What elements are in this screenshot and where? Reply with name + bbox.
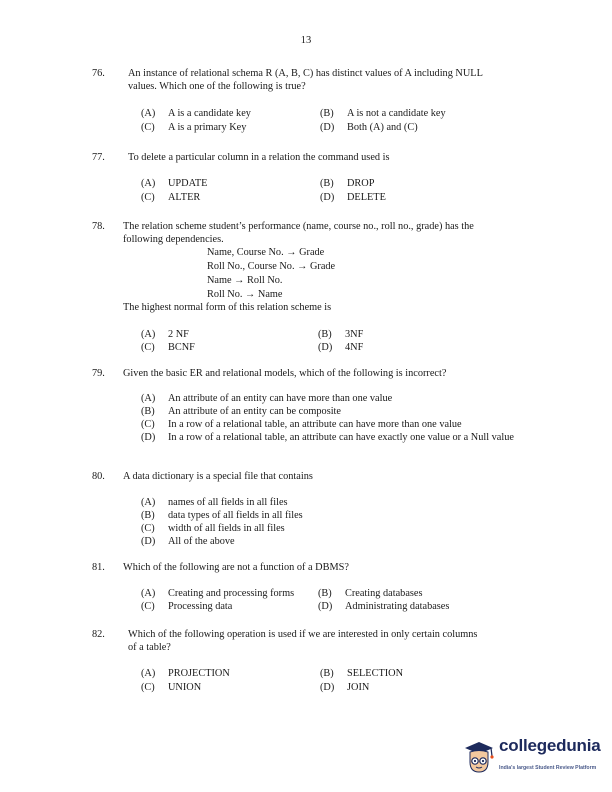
option-label: (C) xyxy=(141,682,155,693)
option-d xyxy=(320,122,418,135)
option-label: (D) xyxy=(141,432,156,443)
option-label: (D) xyxy=(320,192,335,203)
option-text: JOIN xyxy=(347,682,370,693)
question-number: 81. xyxy=(92,562,105,573)
option-label: (A) xyxy=(141,178,156,189)
question-text: Which of the following are not a function of a DBMS? xyxy=(123,562,349,573)
option-a xyxy=(141,668,230,681)
question-number: 82. xyxy=(92,629,105,640)
option-a xyxy=(141,497,288,510)
question-text: The relation scheme student’s performance (name, course no., roll no., grade) has the xyxy=(123,221,474,232)
dependency-line: Roll No., Course No. → Grade xyxy=(207,261,336,272)
question-number: 76. xyxy=(92,68,105,79)
question-text: Given the basic ER and relational models, which of the following is incorrect? xyxy=(123,368,447,379)
option-text: UPDATE xyxy=(168,178,208,189)
question-text: values. Which one of the following is true? xyxy=(128,81,306,92)
option-text: 2 NF xyxy=(168,329,189,340)
option-label: (B) xyxy=(141,510,155,521)
option-a xyxy=(141,329,189,342)
option-text: An attribute of an entity can have more than one value xyxy=(168,393,393,404)
option-b xyxy=(141,406,341,419)
question-number: 78. xyxy=(92,221,105,232)
logo-wordmark: collegedunia xyxy=(499,736,601,755)
option-label: (B) xyxy=(320,178,334,189)
option-d xyxy=(318,342,363,355)
question-text: A data dictionary is a special file that contains xyxy=(123,471,313,482)
option-label: (A) xyxy=(141,329,156,340)
option-label: (C) xyxy=(141,419,155,430)
option-b xyxy=(318,329,363,342)
option-d xyxy=(320,682,369,695)
option-label: (B) xyxy=(320,108,334,119)
graduate-mascot-icon xyxy=(461,738,497,778)
option-text: 3NF xyxy=(345,329,364,340)
question-closing: The highest normal form of this relation scheme is xyxy=(123,302,332,313)
dependency-line: Name → Roll No. xyxy=(207,275,283,286)
option-label: (A) xyxy=(141,393,156,404)
option-label: (C) xyxy=(141,523,155,534)
option-text: ALTER xyxy=(168,192,201,203)
option-label: (A) xyxy=(141,668,156,679)
option-text: data types of all fields in all files xyxy=(168,510,303,521)
option-text: DROP xyxy=(347,178,375,189)
option-label: (D) xyxy=(320,122,335,133)
option-a xyxy=(141,108,251,121)
question-number: 77. xyxy=(92,152,105,163)
option-text: UNION xyxy=(168,682,202,693)
option-b xyxy=(320,178,374,191)
question-number: 79. xyxy=(92,368,105,379)
option-a xyxy=(141,393,392,406)
dependency-line: Name, Course No. → Grade xyxy=(207,247,325,258)
option-label: (C) xyxy=(141,342,155,353)
option-text: names of all fields in all files xyxy=(168,497,288,508)
option-text: DELETE xyxy=(347,192,386,203)
option-label: (C) xyxy=(141,601,155,612)
option-label: (A) xyxy=(141,497,156,508)
option-text: All of the above xyxy=(168,536,235,547)
option-c xyxy=(141,419,462,432)
option-b xyxy=(320,108,446,121)
option-b xyxy=(318,588,422,601)
option-text: In a row of a relational table, an attribute can have exactly one value or a Null value xyxy=(168,432,514,443)
option-d xyxy=(141,432,521,445)
logo-tagline: India's largest Student Review Platform xyxy=(499,765,597,771)
option-text: Creating and processing forms xyxy=(168,588,295,599)
option-d xyxy=(141,536,235,549)
option-c xyxy=(141,192,200,205)
option-label: (D) xyxy=(318,342,333,353)
option-text: 4NF xyxy=(345,342,364,353)
option-c xyxy=(141,601,232,614)
option-a xyxy=(141,178,207,191)
option-text: A is a primary Key xyxy=(168,122,247,133)
option-c xyxy=(141,523,285,536)
option-text: A is not a candidate key xyxy=(347,108,446,119)
option-text: In a row of a relational table, an attribute can have more than one value xyxy=(168,419,462,430)
option-c xyxy=(141,122,246,135)
option-label: (C) xyxy=(141,122,155,133)
option-c xyxy=(141,342,195,355)
option-d xyxy=(320,192,386,205)
option-label: (B) xyxy=(318,329,332,340)
option-label: (D) xyxy=(318,601,333,612)
option-label: (D) xyxy=(141,536,156,547)
question-text: following dependencies. xyxy=(123,234,224,245)
option-c xyxy=(141,682,201,695)
question-number: 80. xyxy=(92,471,105,482)
option-label: (A) xyxy=(141,588,156,599)
option-text: Both (A) and (C) xyxy=(347,122,418,133)
collegedunia-logo xyxy=(461,738,603,780)
question-text: of a table? xyxy=(128,642,171,653)
option-text: Processing data xyxy=(168,601,233,612)
page-number: 13 xyxy=(300,35,312,46)
option-text: SELECTION xyxy=(347,668,404,679)
option-label: (B) xyxy=(141,406,155,417)
option-text: width of all fields in all files xyxy=(168,523,285,534)
option-label: (A) xyxy=(141,108,156,119)
dependency-line: Roll No. → Name xyxy=(207,289,283,300)
option-text: Administrating databases xyxy=(345,601,450,612)
option-b xyxy=(320,668,403,681)
option-text: An attribute of an entity can be composite xyxy=(168,406,341,417)
option-label: (B) xyxy=(320,668,334,679)
option-d xyxy=(318,601,449,614)
option-label: (B) xyxy=(318,588,332,599)
option-text: A is a candidate key xyxy=(168,108,251,119)
option-text: Creating databases xyxy=(345,588,423,599)
question-text: An instance of relational schema R (A, B, C) has distinct values of A including NULL xyxy=(128,68,483,79)
question-text: Which of the following operation is used if we are interested in only certain columns xyxy=(128,629,478,640)
option-text: PROJECTION xyxy=(168,668,230,679)
question-text: To delete a particular column in a relation the command used is xyxy=(128,152,390,163)
option-a xyxy=(141,588,294,601)
option-label: (C) xyxy=(141,192,155,203)
option-text: BCNF xyxy=(168,342,195,353)
option-label: (D) xyxy=(320,682,335,693)
option-b xyxy=(141,510,303,523)
